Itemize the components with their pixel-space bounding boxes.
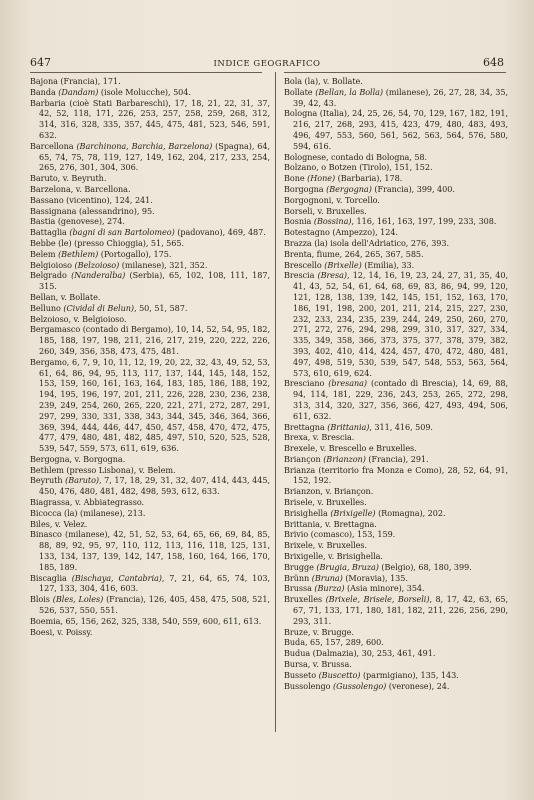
entry-head: Brittania, v. Brettagna. [284,518,377,529]
entry-variant-names: (Bossina) [313,216,352,227]
index-entry [30,206,270,217]
entry-references: (Francia), 399, 400. [371,183,455,194]
entry-head: Borseli, v. Bruxelles. [284,205,367,216]
index-entry [284,573,508,584]
entry-variant-names: (Nanderalba) [71,270,126,281]
entry-references: (Moravia), 135. [342,572,408,583]
entry-head: Bola (la), v. Bollate. [284,76,363,86]
index-entry [284,519,508,530]
column-divider [275,72,276,732]
entry-references: (Spagna), 64, 65, 74, 75, 78, 119, 127, 149, 162, 204, 217, 233, 254, 265, 276, 301, 304, 306. [39,140,270,173]
index-entry [30,627,270,638]
index-entry [30,216,270,227]
index-entry [30,249,270,260]
entry-references: (milanese), 26, 27, 28, 34, 35, 39, 42, 43. [293,86,508,108]
index-entry [284,562,508,573]
index-entry [30,173,270,184]
index-entry [284,443,508,454]
entry-head: Bolognese, contado di Bologna, 58. [284,151,428,162]
entry-head: Barcellona [30,140,74,151]
right-page-number: 648 [483,56,504,69]
index-entry [284,497,508,508]
entry-references: (Emilia), 33. [361,259,415,270]
entry-head: Brazza (la) isola dell'Adriatico, 276, 393. [284,237,450,248]
entry-head: Brugge [284,561,314,572]
left-page-number: 647 [30,56,51,69]
index-entry [30,98,270,141]
entry-head: Biagrassa, v. Abbiategrasso. [30,497,145,508]
index-entry [30,270,270,292]
entry-head: Borgogna [284,183,324,194]
index-entry [284,249,508,260]
entry-head: Barzelona, v. Barcellona. [30,183,131,194]
entry-references: (Serbia), 65, 102, 108, 111, 187, 315. [39,270,270,292]
entry-head: Bicocca (la) (milanese), 213. [30,507,146,518]
index-entry [284,508,508,519]
index-entry [30,616,270,627]
header-rule-left [30,72,262,73]
index-entry [30,184,270,195]
entry-head: Bergogna, v. Borgogna. [30,453,126,464]
entry-head: Brescia [284,270,315,281]
entry-variant-names: (Bruna) [311,572,343,583]
index-entry [284,270,508,378]
entry-variant-names: (Bellan, la Bolla) [315,86,384,97]
entry-head: Brianzon, v. Briançon. [284,486,374,497]
entry-variant-names: (Bethlem) [58,248,99,259]
index-entry [284,152,508,163]
entry-variant-names: (Burza) [314,583,345,594]
entry-variant-names: (Brianzon) [323,453,366,464]
entry-head: Bologna (Italia), 24, 25, 26, 54, 70, 129, 167, 182, 191, 216, 217, 268, 293, 415, 423, 479, 480, 483, 493, 496, 497, 553, 560, 561, 562, 563, 564, 576, 580, 594, 616. [284,108,508,151]
entry-references: (Francia), 126, 405, 458, 475, 508, 521, 526, 537, 550, 551. [39,594,271,616]
index-entry [30,195,270,206]
index-entry [30,497,270,508]
index-entry [30,529,270,572]
index-entry [284,529,508,540]
entry-head: Brexele, v. Brescello e Bruxelles. [284,443,417,454]
entry-variant-names: (Bresa) [317,270,348,281]
left-column [30,76,270,637]
entry-head: Brexa, v. Brescia. [284,432,355,443]
entry-variant-names: (Dandam) [58,86,99,97]
index-entry [30,357,270,454]
entry-variant-names: (Brixigelle) [330,507,376,518]
entry-references: (Portogallo), 175. [98,248,172,259]
entry-head: Brenta, fiume, 264, 265, 367, 585. [284,248,424,259]
index-entry [284,195,508,206]
entry-head: Bassignana (alessandrino), 95. [30,205,155,216]
entry-head: Banda [30,86,56,97]
index-entry [284,108,508,151]
index-entry [284,594,508,626]
entry-variant-names: (Cividal di Belun) [63,302,135,313]
index-entry [284,681,508,692]
index-entry [284,540,508,551]
index-entry [284,551,508,562]
entry-head: Bolzano, o Botzen (Tirolo), 151, 152. [284,162,433,173]
entry-references: (parmigiano), 135, 143. [360,669,459,680]
entry-head: Brianza (territorio fra Monza e Como), 28, 52, 64, 91, 152, 192. [284,464,508,486]
entry-references: (isole Molucche), 504. [98,86,191,97]
entry-head: Biscaglia [30,572,67,583]
index-entry [30,454,270,465]
entry-head: Blois [30,594,50,605]
entry-head: Bollate [284,86,313,97]
index-entry [284,627,508,638]
entry-variant-names: (Bergogna) [326,183,372,194]
entry-references: (Romagna), 202. [375,507,446,518]
index-entry [284,227,508,238]
entry-head: Bajona (Francia), 171. [30,76,121,86]
entry-head: Briançon [284,453,321,464]
entry-head: Buda, 65, 157, 289, 600. [284,637,384,648]
entry-references: (veronese), 24. [386,680,450,691]
entry-head: Baruto, v. Beyruth. [30,173,107,184]
index-entry [30,292,270,303]
index-entry [284,583,508,594]
index-entry [284,378,508,421]
index-entry [284,260,508,271]
index-entry [284,173,508,184]
entry-variant-names: (Brugia, Bruza) [316,561,379,572]
entry-head: Brixele, v. Bruxelles. [284,540,368,551]
index-entry [284,659,508,670]
entry-head: Belgioioso [30,259,72,270]
entry-variant-names: (Barchinona, Barchia, Barzelona) [76,140,213,151]
entry-variant-names: (bresana) [328,378,368,389]
index-entry [284,454,508,465]
index-entry [30,519,270,530]
entry-variant-names: (Bles, Loles) [52,594,104,605]
entry-head: Brettagna [284,421,325,432]
entry-head: Belluno [30,302,61,313]
entry-references: , 8, 17, 42, 63, 65, 67, 71, 133, 171, 180, 181, 182, 211, 226, 256, 290, 293, 311. [293,594,508,626]
index-entry [30,238,270,249]
entry-head: Botestagno (Ampezzo), 124. [284,227,399,238]
index-entry [284,206,508,217]
entry-head: Brivio (comasco), 153, 159. [284,529,396,540]
entry-head: Bruxelles [284,594,323,605]
entry-head: Bone [284,173,305,184]
entry-head: Budua (Dalmazia), 30, 253, 461, 491. [284,648,436,659]
entry-references: (contado di Brescia), 14, 69, 88, 94, 114, 181, 229, 236, 243, 253, 265, 272, 298, 313, 314, 320, 327, 356, 366, 427, 493, 494, 506, 611, 632. [293,378,509,421]
entry-head: Belzoioso, v. Belgioioso. [30,313,127,324]
entry-references: (Belgio), 68, 180, 399. [378,561,472,572]
entry-variant-names: (Brixelle) [324,259,362,270]
index-entry [284,238,508,249]
entry-head: Battaglia [30,227,67,238]
entry-head: Borgognoni, v. Torcello. [284,194,380,205]
index-entry [30,76,270,87]
entry-variant-names: (Baruto) [65,475,100,486]
index-entry [284,76,508,87]
entry-head: Biles, v. Velez. [30,518,88,529]
entry-head: Bruze, v. Brugge. [284,626,354,637]
entry-head: Brescello [284,259,322,270]
index-entry [284,465,508,487]
entry-head: Bergamo, 6, 7, 9, 10, 11, 12, 19, 20, 22, 32, 43, 49, 52, 53, 61, 64, 86, 94, 95, 113, 117, 137, 144, 145, 148, 152, 153, 159, 160, 161, 163, 164, 183, 185, 186, 188, 192, 194, 195, 196, 197, 201, 211, 226, 228, 230, 236, 238, 239, 249, 254, 260, 265, 220, 221, 271, 272, 287, 291, 297, 299, 330, 331, 338, 343, 344, 345, 346, 364, 366, 369, 394, 444, 446, 447, 450, 457, 458, 470, 472, 475, 477, 479, 480, 481, 482, 485, 497, 510, 520, 525, 528, 539, 547, 559, 573, 611, 619, 636. [30,356,270,454]
entry-head: Brixigelle, v. Brisighella. [284,551,383,562]
entry-references: , 311, 416, 509. [369,421,433,432]
entry-variant-names: (Hone) [307,173,336,184]
entry-head: Bassano (vicentino), 124, 241. [30,194,153,205]
index-entry [30,87,270,98]
entry-head: Barbaria (cioè Stati Barbareschi), 17, 18, 21, 22, 31, 37, 42, 52, 118, 171, 226, 253, 257, 258, 259, 268, 312, 314, 316, 328, 335, 357, 445, 475, 481, 523, 546, 591, 632. [30,97,270,140]
entry-references: , 50, 51, 587. [134,302,188,313]
entry-head: Boemia, 65, 156, 262, 325, 338, 540, 559, 600, 611, 613. [30,615,262,626]
entry-head: Brünn [284,572,310,583]
index-entry [284,422,508,433]
index-entry [284,184,508,195]
entry-head: Bresciano [284,378,325,389]
entry-variant-names: (Brixele, Brisele, Borseli) [325,594,430,605]
entry-references: (Asia minore), 354. [344,583,425,594]
index-entry [284,670,508,681]
entry-head: Bethlem (presso Lisbona), v. Belem. [30,464,176,475]
entry-head: Bebbe (le) (presso Chioggia), 51, 565. [30,237,184,248]
right-column [284,76,508,691]
entry-references: , 116, 161, 163, 197, 199, 233, 308. [351,216,497,227]
index-entry [284,432,508,443]
entry-head: Belgrado [30,270,67,281]
entry-variant-names: (Bischaya, Cantabria) [71,572,162,583]
entry-references: (Francia), 291. [365,453,429,464]
header-rule-right [284,72,506,73]
index-entry [284,648,508,659]
index-entry [30,475,270,497]
index-entry [30,303,270,314]
entry-head: Brisighella [284,507,328,518]
entry-head: Bosnia [284,216,312,227]
index-entry [30,508,270,519]
entry-head: Bellan, v. Bollate. [30,291,101,302]
entry-head: Brisele, v. Bruxelles. [284,497,367,508]
index-entry [284,87,508,109]
entry-head: Busseto [284,669,317,680]
entry-variant-names: (Belzoioso) [74,259,120,270]
entry-head: Beyruth [30,475,63,486]
index-entry [30,260,270,271]
entry-references: , 12, 14, 16, 19, 23, 24, 27, 31, 35, 40, 41, 43, 52, 54, 61, 64, 68, 69, 83, 86, 94, 99, 120, 121, 128, 138, 139, 142, 145, 151, 152, 163, 170, 186, 191, 198, 200, 201, 211, 214, 215, 227, 230, 232, 233, 234, 235, 239, 244, 249, 250, 260, 270, 271, 272, 276, 294, 298, 299, 310, 317, 327, 334, 335, 349, 358, 366, 373, 375, 377, 378, 379, 382, 393, 402, 410, 414, 424, 457, 470, 472, 480, 481, 497, 498, 519, 530, 539, 547, 548, 553, 563, 564, 573, 610, 619, 624. [293,270,508,378]
page-header [30,56,504,70]
index-entry [284,486,508,497]
entry-head: Bursa, v. Brussa. [284,659,352,670]
index-entry [284,162,508,173]
index-entry [30,227,270,238]
index-entry [30,324,270,356]
index-entry [30,141,270,173]
index-entry [284,216,508,227]
entry-head: Bastia (genovese), 274. [30,216,125,227]
entry-references: , 7, 21, 64, 65, 74, 103, 127, 133, 304, 416, 603. [39,572,271,594]
index-entry [30,594,270,616]
entry-head: Brussa [284,583,312,594]
entry-references: (milanese), 321, 352. [119,259,208,270]
index-entry [30,465,270,476]
index-entry [30,314,270,325]
entry-head: Belem [30,248,56,259]
entry-head: Binasco (milanese), 42, 51, 52, 53, 64, 65, 66, 69, 84, 85, 88, 89, 92, 95, 97, 110, 112, 113, 116, 118, 125, 131, 133, 134, 137, 139, 142, 147, 158, 160, 164, 166, 170, 185, 189. [30,529,270,572]
entry-head: Bussolengo [284,680,331,691]
entry-references: , 7, 17, 18, 29, 31, 32, 407, 414, 443, 445, 450, 476, 480, 481, 482, 498, 593, 612, 633. [39,475,270,497]
index-entry [284,637,508,648]
index-entry [30,573,270,595]
entry-variant-names: (bagni di san Bartolomeo) [69,227,175,238]
entry-head: Bergamasco (contado di Bergamo), 10, 14, 52, 54, 95, 182, 185, 188, 197, 198, 211, 216, 217, 219, 220, 222, 226, 260, 349, 356, 358, 473, 475, 481. [30,324,270,356]
entry-variant-names: (Brittania) [327,421,370,432]
entry-variant-names: (Gussolengo) [333,680,387,691]
entry-head: Boesi, v. Poissy. [30,626,93,637]
running-title: INDICE GEOGRAFICO [213,59,321,69]
entry-variant-names: (Buscetto) [318,669,361,680]
entry-references: (Barbaria), 178. [335,173,403,184]
entry-references: (padovano), 469, 487. [174,227,266,238]
